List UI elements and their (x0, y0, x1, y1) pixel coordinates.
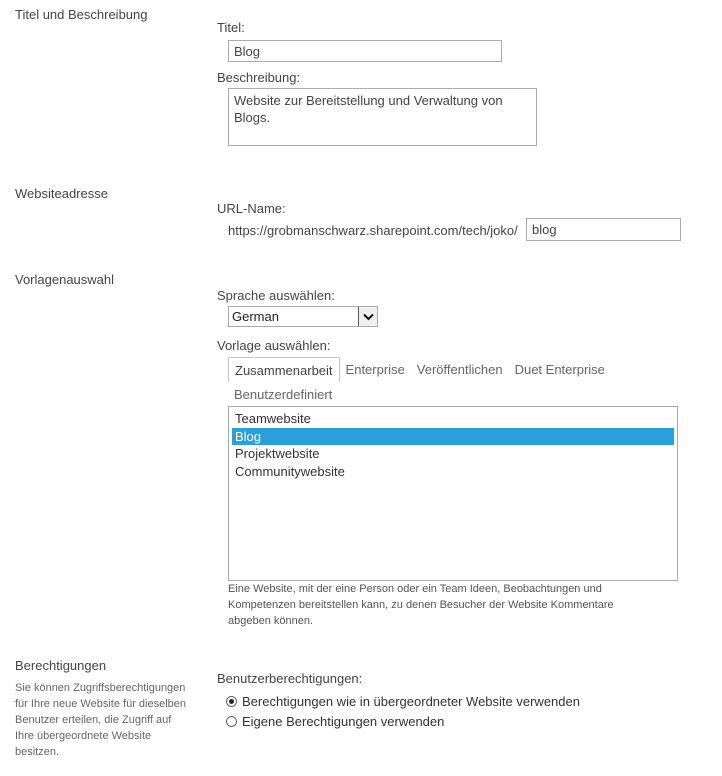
template-label: Vorlage auswählen: (217, 338, 331, 353)
list-item-blog[interactable]: Blog (232, 428, 674, 446)
language-select-value: German (232, 309, 279, 324)
tab-duet-enterprise[interactable]: Duet Enterprise (514, 362, 605, 377)
permission-option-inherit[interactable] (226, 694, 580, 709)
list-item-projektwebsite[interactable]: Projektwebsite (235, 446, 320, 461)
url-name-input[interactable] (526, 218, 681, 241)
section-heading-permissions: Berechtigungen (15, 658, 107, 673)
section-heading-website-address: Websiteadresse (15, 186, 108, 201)
permission-option-inherit-label: Berechtigungen wie in übergeordneter Website verwenden (242, 694, 580, 709)
tab-publishing[interactable]: Veröffentlichen (416, 362, 503, 377)
language-select[interactable] (228, 306, 378, 327)
section-heading-title-description: Titel und Beschreibung (15, 7, 148, 22)
template-description: Eine Website, mit der eine Person oder ein Team Ideen, Beobachtungen und Kompetenzen bereitstellen kann, zu denen Besucher der Website Kommentare abgeben können. (228, 583, 614, 627)
section-heading-template-selection: Vorlagenauswahl (15, 272, 115, 287)
list-item-communitywebsite[interactable]: Communitywebsite (235, 463, 345, 479)
chevron-down-icon[interactable] (358, 307, 377, 326)
permission-option-unique-label: Eigene Berechtigungen verwenden (242, 714, 445, 729)
tab-collaboration[interactable]: Zusammenarbeit (228, 357, 340, 383)
template-listbox[interactable] (228, 406, 678, 581)
list-item-teamwebsite[interactable]: Teamwebsite (235, 411, 311, 426)
tab-enterprise[interactable]: Enterprise (345, 362, 405, 377)
tab-custom[interactable]: Benutzerdefiniert (234, 387, 333, 402)
language-label: Sprache auswählen: (217, 288, 335, 303)
url-prefix: https://grobmanschwarz.sharepoint.com/tech/joko/ (228, 223, 518, 238)
radio-checked-icon[interactable] (226, 696, 237, 707)
url-name-label: URL-Name: (217, 201, 286, 216)
permissions-side-description: Sie können Zugriffsberechtigungen für Ihre neue Website für dieselben Benutzer erteilen, die Zugriff auf Ihre übergeordnete Website besitzen. (15, 682, 187, 758)
title-label: Titel: (217, 20, 245, 35)
title-input[interactable] (228, 40, 502, 62)
permission-option-unique[interactable] (226, 714, 444, 729)
template-tabs (228, 357, 611, 383)
description-textarea[interactable] (228, 88, 537, 146)
description-label: Beschreibung: (217, 70, 301, 85)
user-permissions-label: Benutzerberechtigungen: (217, 671, 363, 686)
radio-unchecked-icon[interactable] (226, 716, 237, 727)
